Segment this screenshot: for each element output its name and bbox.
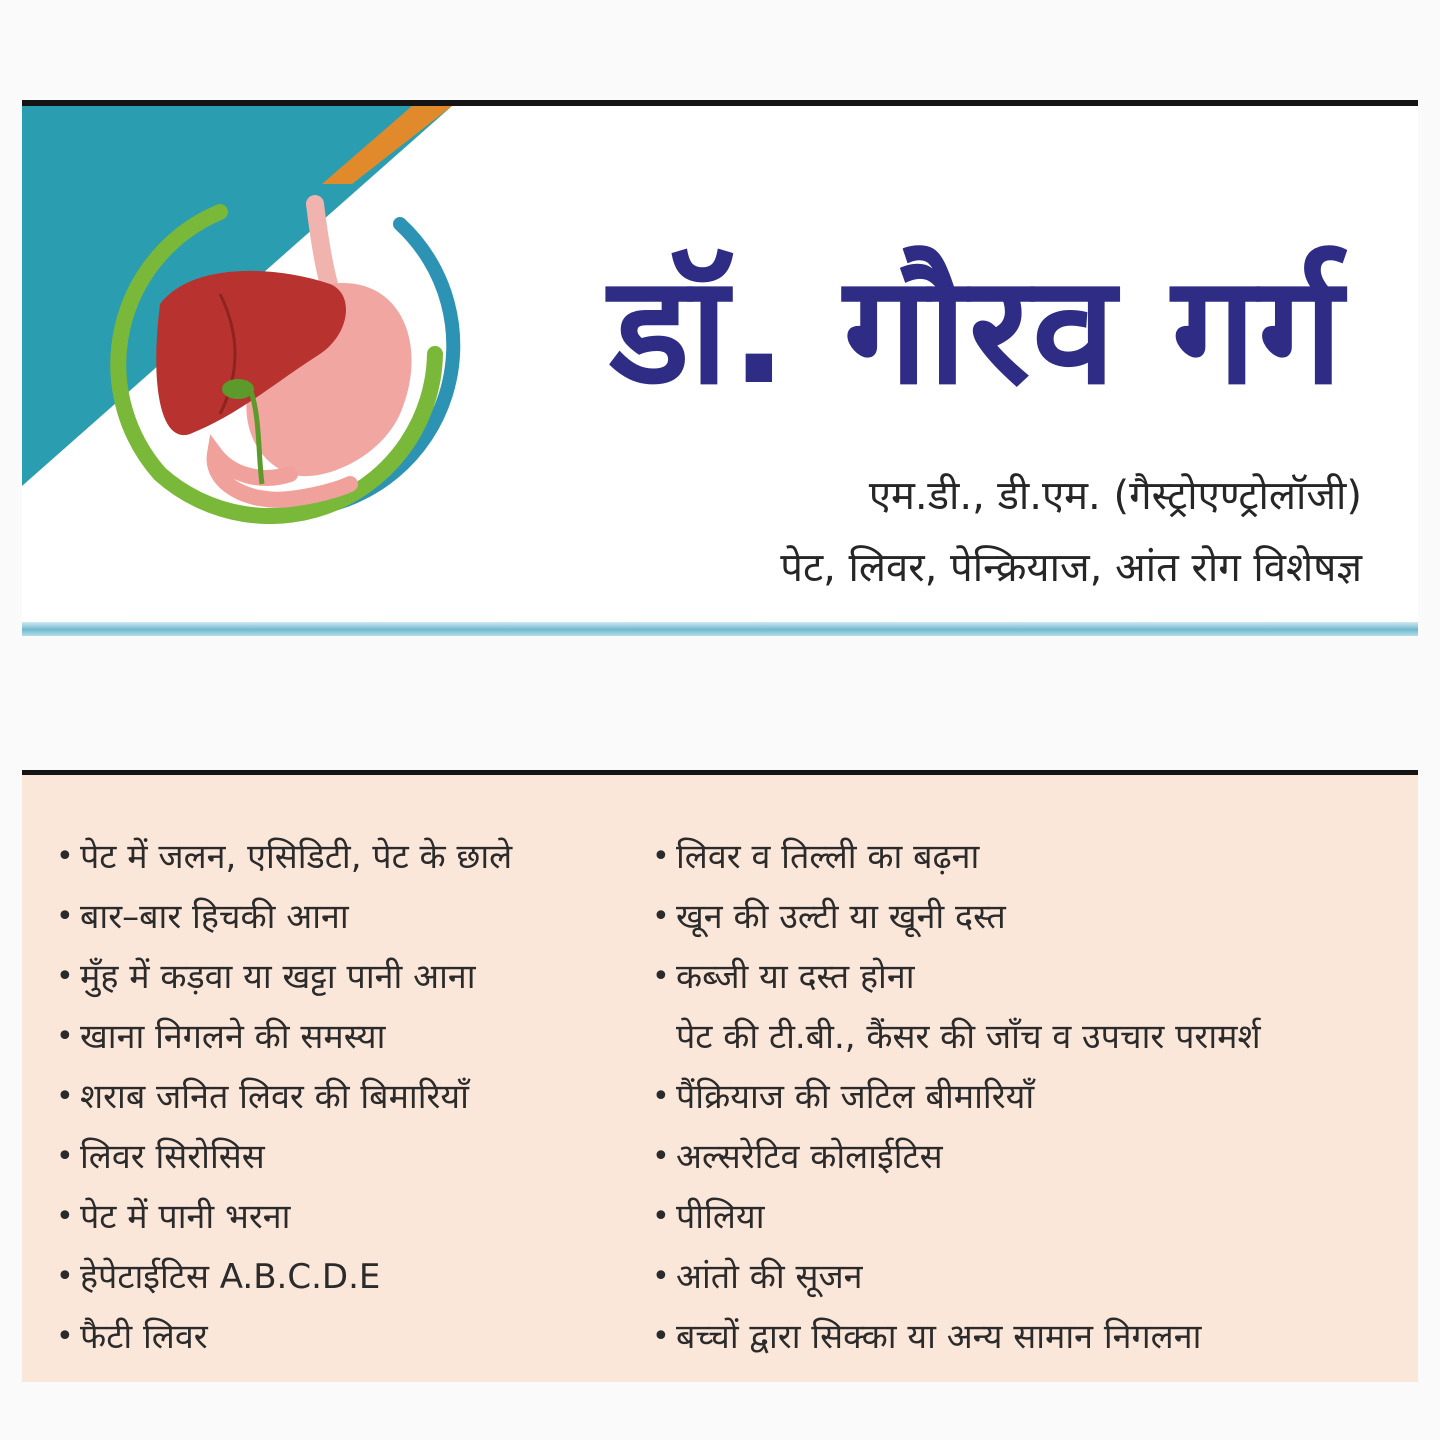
list-item: [56, 947, 646, 1007]
bullet-icon: •: [652, 1259, 670, 1294]
bullet-icon: •: [652, 1199, 670, 1234]
list-item-label: शराब जनित लिवर की बिमारियाँ: [80, 1077, 469, 1117]
list-item: [56, 827, 646, 887]
bullet-icon: •: [56, 1259, 74, 1294]
doctor-header-card: [22, 100, 1418, 636]
list-item: [56, 1127, 646, 1187]
doctor-degree: एम.डी., डी.एम. (गैस्ट्रोएण्ट्रोलॉजी): [868, 473, 1362, 519]
services-list-left: [56, 827, 646, 1367]
list-item: [652, 947, 1412, 1007]
list-item: [652, 1127, 1412, 1187]
bullet-icon: •: [652, 1319, 670, 1354]
list-item-label: पेट की टी.बी., कैंसर की जाँच व उपचार परामर्श: [676, 1017, 1261, 1057]
bullet-icon: •: [652, 839, 670, 874]
list-item: [652, 827, 1412, 887]
list-item-label: बच्चों द्वारा सिक्का या अन्य सामान निगलना: [676, 1317, 1202, 1357]
list-item-label: खाना निगलने की समस्या: [80, 1017, 386, 1057]
list-item: [652, 887, 1412, 947]
bullet-icon: •: [56, 1199, 74, 1234]
liver-stomach-logo-icon: [100, 184, 472, 524]
list-item: [56, 1187, 646, 1247]
list-item-label: अल्सरेटिव कोलाईटिस: [676, 1137, 943, 1177]
list-item-label: लिवर सिरोसिस: [80, 1137, 265, 1177]
bullet-icon: •: [652, 959, 670, 994]
list-item-label: कब्जी या दस्त होना: [676, 957, 915, 997]
list-item: [652, 1067, 1412, 1127]
list-item-label: लिवर व तिल्ली का बढ़ना: [676, 837, 980, 877]
list-item-label: आंतो की सूजन: [676, 1257, 863, 1297]
list-item-label: पीलिया: [676, 1197, 765, 1237]
bullet-icon: •: [652, 1079, 670, 1114]
list-item: [652, 1187, 1412, 1247]
list-item-label: पेट में पानी भरना: [80, 1197, 291, 1237]
list-item: [652, 1247, 1412, 1307]
list-item: [652, 1307, 1412, 1367]
bullet-icon: •: [56, 839, 74, 874]
bullet-icon: •: [56, 1319, 74, 1354]
doctor-name: डॉ. गौरव गर्ग: [609, 244, 1345, 418]
bullet-icon: •: [56, 1139, 74, 1174]
list-item: [56, 1307, 646, 1367]
list-item-label: पेट में जलन, एसिडिटी, पेट के छाले: [80, 837, 513, 877]
bullet-icon: •: [56, 1019, 74, 1054]
list-item: [56, 1067, 646, 1127]
list-item-label: पैंक्रियाज की जटिल बीमारियाँ: [676, 1077, 1035, 1117]
list-item: [56, 1007, 646, 1067]
bullet-icon: •: [652, 1139, 670, 1174]
bullet-icon: •: [56, 959, 74, 994]
doctor-specialty: पेट, लिवर, पेन्क्रियाज, आंत रोग विशेषज्ञ: [780, 545, 1362, 591]
list-item-label: मुँह में कड़वा या खट्टा पानी आना: [80, 957, 476, 997]
services-list-right: [652, 827, 1412, 1367]
header-bottom-strip: [22, 622, 1418, 636]
list-item-label: हेपेटाईटिस A.B.C.D.E: [80, 1257, 381, 1297]
bullet-icon: •: [56, 899, 74, 934]
list-item: [56, 887, 646, 947]
bullet-icon: •: [652, 899, 670, 934]
list-item-label: फैटी लिवर: [80, 1317, 208, 1357]
services-card: [22, 770, 1418, 1382]
list-item-label: बार–बार हिचकी आना: [80, 897, 349, 937]
list-item: [652, 1007, 1412, 1067]
bullet-icon: •: [56, 1079, 74, 1114]
list-item-label: खून की उल्टी या खूनी दस्त: [676, 897, 1006, 937]
list-item: [56, 1247, 646, 1307]
